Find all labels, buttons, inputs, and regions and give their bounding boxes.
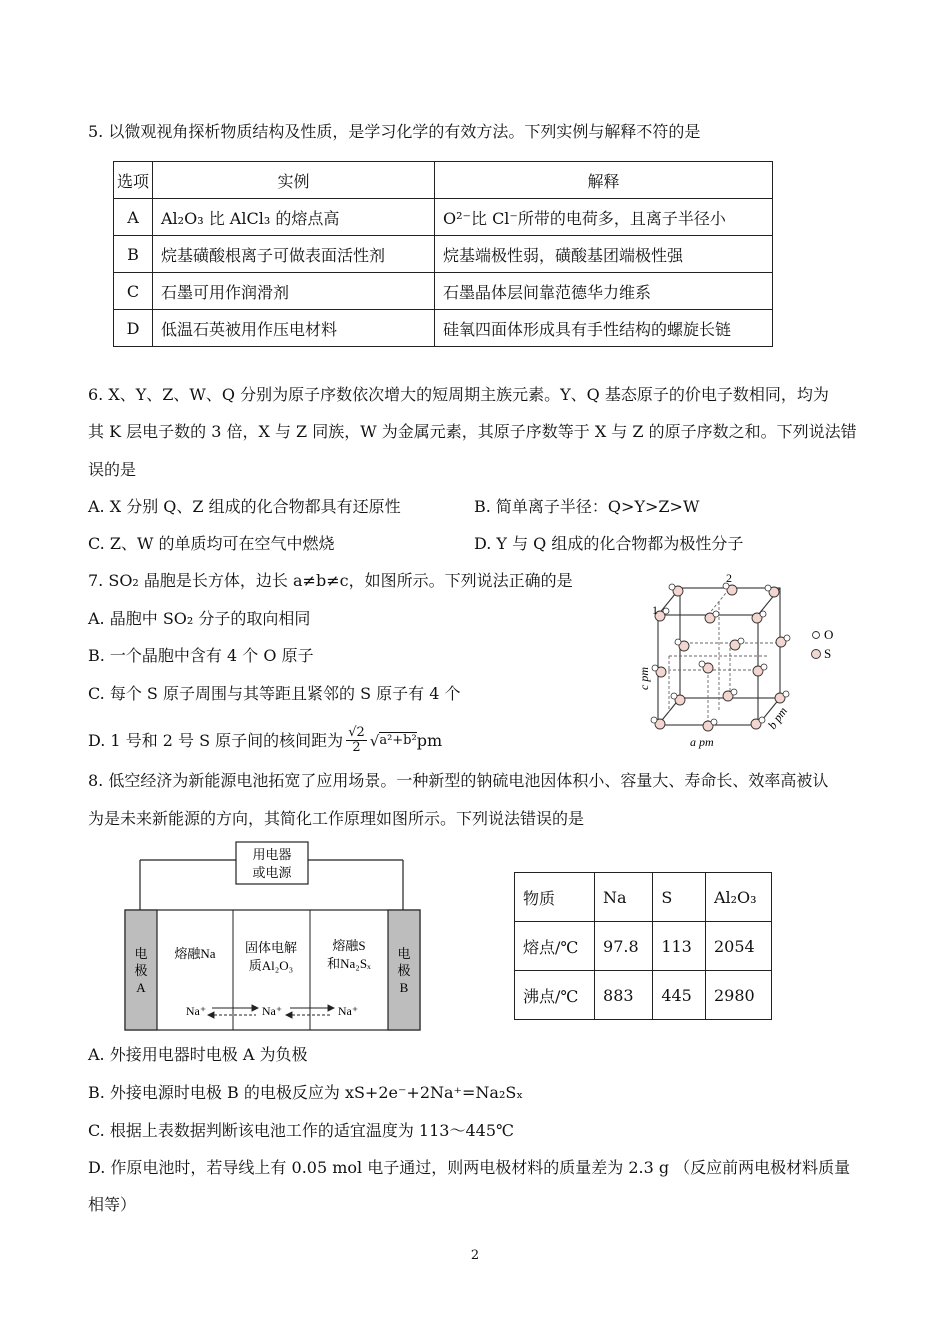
legend-s-icon xyxy=(812,650,821,659)
region-sulfur-line2: 和Na₂Sₓ xyxy=(327,956,371,971)
table-cell: 熔点/℃ xyxy=(515,922,595,971)
table-cell: 沸点/℃ xyxy=(515,971,595,1020)
row-example: 石墨可用作润滑剂 xyxy=(153,273,435,310)
legend-s-label: S xyxy=(824,646,832,661)
table-header-row xyxy=(114,162,773,199)
table-cell: Na xyxy=(595,873,653,922)
table-row xyxy=(515,922,772,971)
q7-option-a: A. 晶胞中 SO₂ 分子的取向相同 xyxy=(88,609,311,628)
q7-fraction-numerator: √2 xyxy=(348,725,365,740)
q8-option-a: A. 外接用电器时电极 A 为负极 xyxy=(88,1045,308,1064)
region-molten-na: 熔融Na xyxy=(174,946,216,961)
row-example: 低温石英被用作压电材料 xyxy=(153,310,435,347)
q5-stem: 5. 以微观视角探析物质结构及性质，是学习化学的有效方法。下列实例与解释不符的是 xyxy=(88,122,701,141)
q6-option-a: A. X 分别 Q、Z 组成的化合物都具有还原性 xyxy=(88,497,401,516)
header-option: 选项 xyxy=(114,162,153,199)
q6-option-d: D. Y 与 Q 组成的化合物都为极性分子 xyxy=(474,534,744,553)
q6-option-b: B. 简单离子半径：Q>Y>Z>W xyxy=(474,497,700,516)
region-sulfur-line1: 熔融S xyxy=(332,938,366,953)
row-explanation: 石墨晶体层间靠范德华力维系 xyxy=(435,273,773,310)
ion-label-2: Na⁺ xyxy=(261,1004,283,1018)
q8-option-d-line2: 相等） xyxy=(88,1195,137,1214)
table-cell: 97.8 xyxy=(595,922,653,971)
electrode-a-char1: 电 xyxy=(134,946,148,961)
region-electrolyte-line2: 质Al₂O₃ xyxy=(248,958,294,973)
q6-option-c: C. Z、W 的单质均可在空气中燃烧 xyxy=(88,534,335,553)
table-cell: 113 xyxy=(653,922,706,971)
q7-option-d xyxy=(88,726,442,755)
ion-label-3: Na⁺ xyxy=(337,1004,359,1018)
q8-stem-line1: 8. 低空经济为新能源电池拓宽了应用场景。一种新型的钠硫电池因体积小、容量大、寿命长、效率高被认 xyxy=(88,771,829,790)
q8-option-d-line1: D. 作原电池时，若导线上有 0.05 mol 电子通过，则两电极材料的质量差为 2.3 g （反应前两电极材料质量 xyxy=(88,1158,851,1177)
row-option: D xyxy=(114,310,153,347)
header-example: 实例 xyxy=(153,162,435,199)
q6-stem-line2: 其 K 层电子数的 3 倍，X 与 Z 同族，W 为金属元素，其原子序数等于 X 与 Z 的原子序数之和。下列说法错 xyxy=(88,422,857,441)
q7-fraction xyxy=(346,726,367,755)
ion-label-1: Na⁺ xyxy=(185,1004,207,1018)
q6-stem-line1: 6. X、Y、Z、W、Q 分别为原子序数依次增大的短周期主族元素。Y、Q 基态原子的价电子数相同，均为 xyxy=(88,385,829,404)
q8-option-c: C. 根据上表数据判断该电池工作的适宜温度为 113～445℃ xyxy=(88,1121,514,1140)
table-cell: 445 xyxy=(653,971,706,1020)
table-row xyxy=(114,236,773,273)
row-explanation: O²⁻比 Cl⁻所带的电荷多，且离子半径小 xyxy=(435,199,773,236)
q7-crystal-cell-figure xyxy=(637,570,850,755)
q7-fraction-denominator: 2 xyxy=(352,740,361,755)
table-header-row xyxy=(515,873,772,922)
table-cell: S xyxy=(653,873,706,922)
table-row xyxy=(114,310,773,347)
table-cell: 2980 xyxy=(705,971,771,1020)
table-row xyxy=(114,199,773,236)
device-label-line1: 用电器 xyxy=(252,847,292,862)
region-electrolyte-line1: 固体电解 xyxy=(244,940,298,955)
axis-c-label: c pm xyxy=(637,667,651,690)
axis-b-label: b pm xyxy=(764,704,791,732)
electrode-b-char1: 电 xyxy=(397,946,411,961)
row-explanation: 硅氧四面体形成具有手性结构的螺旋长链 xyxy=(435,310,773,347)
table-cell: Al₂O₃ xyxy=(705,873,771,922)
q8-property-table xyxy=(514,872,772,1020)
q8-battery-diagram xyxy=(120,840,425,1035)
q7-label-1: 1 xyxy=(652,603,658,617)
electrode-b-char3: B xyxy=(399,980,409,995)
q8-option-b: B. 外接电源时电极 B 的电极反应为 xS+2e⁻+2Na⁺=Na₂Sₓ xyxy=(88,1083,524,1102)
table-row xyxy=(114,273,773,310)
row-example: 烷基磺酸根离子可做表面活性剂 xyxy=(153,236,435,273)
electrode-a-char2: 极 xyxy=(134,963,148,978)
row-option: A xyxy=(114,199,153,236)
header-explanation: 解释 xyxy=(435,162,773,199)
page-number: 2 xyxy=(470,1248,480,1263)
row-example: Al₂O₃ 比 AlCl₃ 的熔点高 xyxy=(153,199,435,236)
q7-option-d-prefix: D. 1 号和 2 号 S 原子间的核间距为 xyxy=(88,730,344,750)
axis-a-label: a pm xyxy=(690,735,714,749)
table-cell: 883 xyxy=(595,971,653,1020)
q7-stem: 7. SO₂ 晶胞是长方体，边长 a≠b≠c，如图所示。下列说法正确的是 xyxy=(88,571,573,590)
q7-option-b: B. 一个晶胞中含有 4 个 O 原子 xyxy=(88,646,314,665)
device-label-line2: 或电源 xyxy=(252,865,292,880)
q7-option-d-unit: pm xyxy=(416,730,443,750)
table-row xyxy=(515,971,772,1020)
row-option: C xyxy=(114,273,153,310)
q7-label-2: 2 xyxy=(726,571,732,585)
q5-table xyxy=(113,161,773,347)
legend-o-icon xyxy=(813,632,820,639)
table-cell: 物质 xyxy=(515,873,595,922)
electrode-a-char3: A xyxy=(136,980,146,995)
legend-o-label: O xyxy=(824,627,834,642)
q7-root-content: a²+b² xyxy=(379,733,417,748)
sqrt-icon: √ xyxy=(369,731,380,750)
electrode-b-char2: 极 xyxy=(397,963,411,978)
q7-option-c: C. 每个 S 原子周围与其等距且紧邻的 S 原子有 4 个 xyxy=(88,684,461,703)
row-explanation: 烷基端极性弱，磺酸基团端极性强 xyxy=(435,236,773,273)
q6-stem-line3: 误的是 xyxy=(88,460,137,479)
row-option: B xyxy=(114,236,153,273)
table-cell: 2054 xyxy=(705,922,771,971)
q8-stem-line2: 为是未来新能源的方向，其简化工作原理如图所示。下列说法错误的是 xyxy=(88,809,585,828)
